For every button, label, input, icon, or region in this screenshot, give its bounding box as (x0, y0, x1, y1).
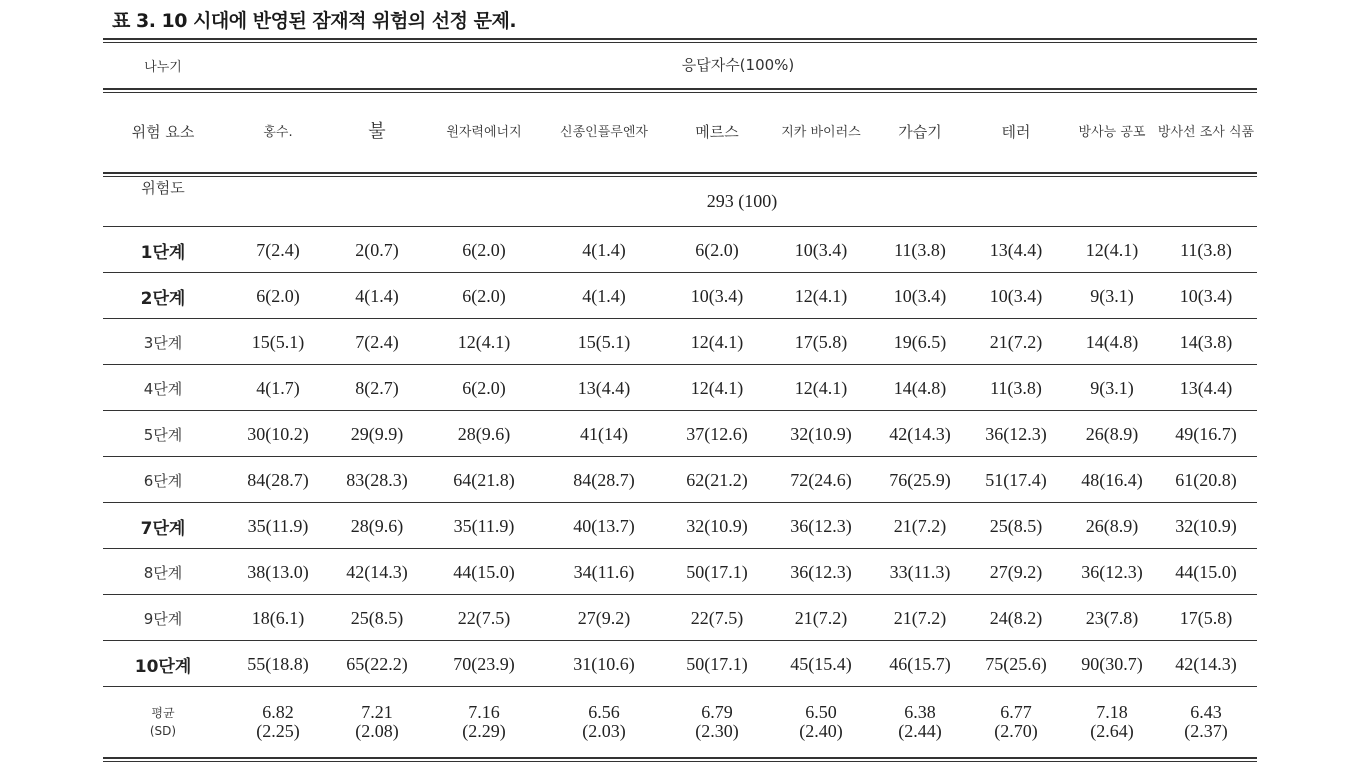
table-cell: 22(7.5) (457, 607, 511, 628)
table-cell: 29(9.9) (350, 423, 404, 444)
table-cell: 37(12.6) (686, 423, 748, 444)
total-respondents: 293 (100) (706, 191, 778, 211)
table-cell: 21(7.2) (794, 607, 848, 628)
column-header: 불 (368, 121, 386, 143)
table-cell: 41(14) (580, 423, 628, 444)
rule-line (103, 172, 1257, 174)
table-cell: 12(4.1) (690, 331, 744, 352)
table-cell: 17(5.8) (794, 331, 848, 352)
column-header: 원자력에너지 (446, 124, 522, 140)
row-label: 6단계 (143, 471, 183, 490)
table-cell: 6(2.0) (462, 239, 506, 260)
mean-value: 6.79 (701, 702, 733, 723)
table-cell: 36(12.3) (1081, 561, 1143, 582)
sd-label: (SD) (149, 724, 177, 738)
row-label: 1단계 (140, 242, 186, 263)
table-cell: 64(21.8) (453, 469, 515, 490)
table-cell: 18(6.1) (251, 607, 305, 628)
table-title: 표 3. 10 시대에 반영된 잠재적 위험의 선정 문제. (112, 10, 517, 32)
table-cell: 25(8.5) (989, 515, 1043, 536)
table-cell: 46(15.7) (889, 653, 951, 674)
column-header: 방사선 조사 식품 (1157, 124, 1255, 140)
table-cell: 21(7.2) (893, 515, 947, 536)
column-header: 홍수. (263, 124, 293, 140)
mean-value: 7.16 (468, 702, 500, 723)
table-cell: 50(17.1) (686, 653, 748, 674)
table-cell: 51(17.4) (985, 469, 1047, 490)
table-cell: 4(1.4) (355, 285, 399, 306)
table-cell: 4(1.7) (256, 377, 300, 398)
column-header: 신종인플루엔자 (560, 124, 648, 140)
table-row (103, 595, 1257, 641)
sd-value: (2.40) (799, 721, 843, 741)
table-row (103, 365, 1257, 411)
table-cell: 62(21.2) (686, 469, 748, 490)
table-cell: 14(4.8) (893, 377, 947, 398)
table-cell: 42(14.3) (1175, 653, 1237, 674)
mean-sd-label (108, 687, 218, 757)
sd-value: (2.70) (994, 721, 1038, 741)
table-cell: 11(3.8) (894, 239, 946, 260)
column-header: 가습기 (898, 123, 942, 142)
table-cell: 13(4.4) (1179, 377, 1233, 398)
mean-sd-cell (963, 687, 1069, 757)
table-cell: 61(20.8) (1175, 469, 1237, 490)
table-row (103, 549, 1257, 595)
mean-sd-cell (225, 687, 331, 757)
sd-value: (2.37) (1184, 721, 1228, 741)
mean-sd-cell (1059, 687, 1165, 757)
table-cell: 7(2.4) (355, 331, 399, 352)
header-row-divide (103, 43, 1257, 88)
table-row (103, 503, 1257, 549)
table-cell: 55(18.8) (247, 653, 309, 674)
table-cell: 6(2.0) (256, 285, 300, 306)
table-cell: 15(5.1) (577, 331, 631, 352)
rule-line (103, 38, 1257, 40)
table-cell: 10(3.4) (893, 285, 947, 306)
mean-sd-cell (551, 687, 657, 757)
table-cell: 13(4.4) (989, 239, 1043, 260)
table-cell: 36(12.3) (985, 423, 1047, 444)
mean-sd-cell (768, 687, 874, 757)
table-cell: 9(3.1) (1090, 377, 1134, 398)
sd-value: (2.29) (462, 721, 506, 741)
sd-value: (2.44) (898, 721, 942, 741)
table-cell: 19(6.5) (893, 331, 947, 352)
table-cell: 12(4.1) (690, 377, 744, 398)
mean-value: 6.77 (1000, 702, 1032, 723)
table-cell: 10(3.4) (794, 239, 848, 260)
row-label: 5단계 (143, 425, 183, 444)
table-cell: 65(22.2) (346, 653, 408, 674)
table-cell: 23(7.8) (1085, 607, 1139, 628)
row-label: 3단계 (143, 333, 183, 352)
table-cell: 11(3.8) (1180, 239, 1232, 260)
mean-value: 7.21 (361, 702, 393, 723)
table-cell: 13(4.4) (577, 377, 631, 398)
table-row (103, 273, 1257, 319)
column-header: 방사능 공포 (1078, 124, 1146, 140)
column-header: 메르스 (695, 123, 739, 142)
table-cell: 36(12.3) (790, 515, 852, 536)
mean-label: 평균 (151, 706, 175, 720)
table-row (103, 227, 1257, 273)
table-row (103, 457, 1257, 503)
table-cell: 48(16.4) (1081, 469, 1143, 490)
table-cell: 15(5.1) (251, 331, 305, 352)
table-cell: 14(4.8) (1085, 331, 1139, 352)
table-cell: 9(3.1) (1090, 285, 1134, 306)
table-cell: 14(3.8) (1179, 331, 1233, 352)
table-cell: 12(4.1) (1085, 239, 1139, 260)
table-row (103, 411, 1257, 457)
mean-sd-cell (1153, 687, 1259, 757)
mean-sd-cell (324, 687, 430, 757)
row-label: 10단계 (134, 656, 192, 677)
sd-value: (2.03) (582, 721, 626, 741)
table-cell: 12(4.1) (794, 285, 848, 306)
column-header: 테러 (1001, 123, 1031, 142)
table-cell: 33(11.3) (889, 561, 951, 582)
table-cell: 38(13.0) (247, 561, 309, 582)
table-cell: 21(7.2) (893, 607, 947, 628)
mean-sd-row (103, 687, 1257, 757)
table-cell: 6(2.0) (462, 377, 506, 398)
table-cell: 76(25.9) (889, 469, 951, 490)
table-cell: 12(4.1) (457, 331, 511, 352)
table-cell: 4(1.4) (582, 285, 626, 306)
table-cell: 32(10.9) (686, 515, 748, 536)
table-cell: 10(3.4) (690, 285, 744, 306)
mean-value: 6.38 (904, 702, 936, 723)
table-cell: 27(9.2) (577, 607, 631, 628)
sd-value: (2.08) (355, 721, 399, 741)
table-cell: 44(15.0) (1175, 561, 1237, 582)
table-cell: 25(8.5) (350, 607, 404, 628)
table-cell: 44(15.0) (453, 561, 515, 582)
table-cell: 42(14.3) (346, 561, 408, 582)
table-cell: 84(28.7) (573, 469, 635, 490)
table-cell: 17(5.8) (1179, 607, 1233, 628)
table-cell: 84(28.7) (247, 469, 309, 490)
table-cell: 7(2.4) (256, 239, 300, 260)
table-cell: 83(28.3) (346, 469, 408, 490)
table-cell: 36(12.3) (790, 561, 852, 582)
table-row (103, 319, 1257, 365)
table-cell: 75(25.6) (985, 653, 1047, 674)
header-row-columns (103, 93, 1257, 172)
table-cell: 50(17.1) (686, 561, 748, 582)
table-cell: 34(11.6) (573, 561, 635, 582)
mean-value: 6.82 (262, 702, 294, 723)
mean-value: 6.43 (1190, 702, 1222, 723)
table-cell: 40(13.7) (573, 515, 635, 536)
table-cell: 35(11.9) (453, 515, 515, 536)
mean-sd-cell (664, 687, 770, 757)
sd-value: (2.64) (1090, 721, 1134, 741)
table-cell: 30(10.2) (247, 423, 309, 444)
rule-line (103, 88, 1257, 90)
table-cell: 42(14.3) (889, 423, 951, 444)
table-cell: 32(10.9) (1175, 515, 1237, 536)
rule-line (103, 757, 1257, 759)
table-cell: 4(1.4) (582, 239, 626, 260)
header-row-risk-level (103, 177, 1257, 226)
table-cell: 26(8.9) (1085, 515, 1139, 536)
mean-sd-cell (867, 687, 973, 757)
mean-value: 6.50 (805, 702, 837, 723)
divide-label: 나누기 (144, 60, 182, 75)
table-cell: 12(4.1) (794, 377, 848, 398)
table-cell: 35(11.9) (247, 515, 309, 536)
table-cell: 22(7.5) (690, 607, 744, 628)
sd-value: (2.30) (695, 721, 739, 741)
mean-sd-cell (431, 687, 537, 757)
table-row (103, 641, 1257, 687)
table-cell: 10(3.4) (1179, 285, 1233, 306)
table-cell: 28(9.6) (457, 423, 511, 444)
rule-line (103, 761, 1257, 762)
mean-value: 6.56 (588, 702, 620, 723)
table-cell: 28(9.6) (350, 515, 404, 536)
sd-value: (2.25) (256, 721, 300, 741)
table-cell: 8(2.7) (355, 377, 399, 398)
table-cell: 10(3.4) (989, 285, 1043, 306)
table-cell: 32(10.9) (790, 423, 852, 444)
table-cell: 26(8.9) (1085, 423, 1139, 444)
table-cell: 49(16.7) (1175, 423, 1237, 444)
row-label: 7단계 (140, 518, 186, 539)
column-header: 지카 바이러스 (781, 124, 861, 140)
table-cell: 24(8.2) (989, 607, 1043, 628)
risk-factor-label: 위험 요소 (131, 123, 195, 142)
table-cell: 72(24.6) (790, 469, 852, 490)
row-label: 4단계 (143, 379, 183, 398)
row-label: 8단계 (143, 563, 183, 582)
table-cell: 6(2.0) (462, 285, 506, 306)
mean-value: 7.18 (1096, 702, 1128, 723)
row-label: 9단계 (143, 609, 183, 628)
table-cell: 2(0.7) (355, 239, 399, 260)
table-cell: 6(2.0) (695, 239, 739, 260)
respondents-label: 응답자수(100%) (681, 56, 795, 75)
table-cell: 70(23.9) (453, 653, 515, 674)
table-cell: 27(9.2) (989, 561, 1043, 582)
table-cell: 90(30.7) (1081, 653, 1143, 674)
risk-level-label: 위험도 (141, 179, 185, 197)
table-cell: 11(3.8) (990, 377, 1042, 398)
table-cell: 21(7.2) (989, 331, 1043, 352)
table-cell: 31(10.6) (573, 653, 635, 674)
table-cell: 45(15.4) (790, 653, 852, 674)
row-label: 2단계 (140, 288, 186, 309)
